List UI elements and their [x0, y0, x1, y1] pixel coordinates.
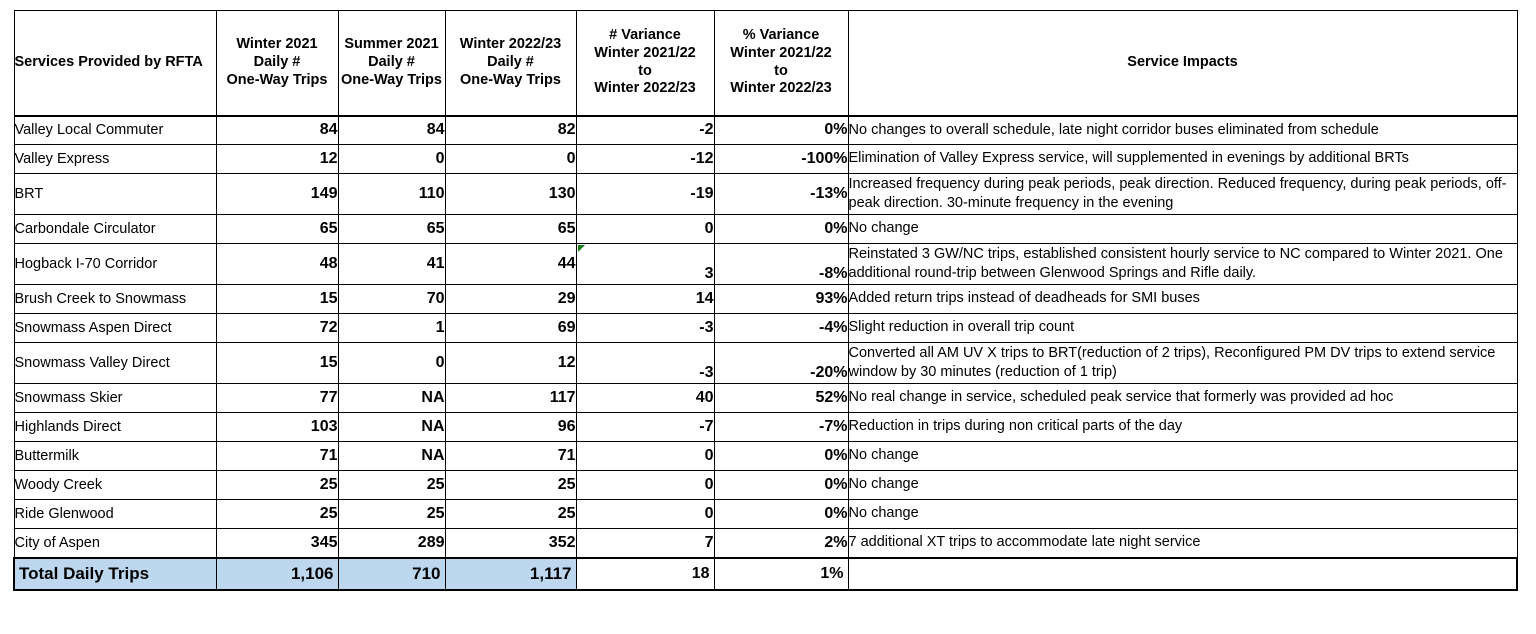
column-header-winter-2022-23 — [445, 11, 576, 116]
cell-summer-2021: 41 — [338, 244, 445, 285]
cell-total-number-variance: 18 — [576, 558, 714, 590]
table-row — [14, 471, 1517, 500]
cell-number-variance: 0 — [576, 215, 714, 244]
table-row — [14, 413, 1517, 442]
column-header-summer-2021-line3: One-Way Trips — [341, 71, 442, 88]
column-header-number-variance-line1: # Variance — [609, 27, 681, 44]
column-header-service-name — [14, 11, 216, 116]
cell-winter-2022-23: 12 — [445, 343, 576, 384]
column-header-percent-variance-line4: Winter 2022/23 — [730, 80, 832, 97]
cell-service-name: Buttermilk — [14, 442, 216, 471]
column-header-winter-2021-line2: Daily # — [253, 53, 301, 70]
column-header-service-impacts-label: Service Impacts — [1127, 53, 1238, 70]
cell-total-percent-variance: 1% — [714, 558, 848, 590]
table-row — [14, 244, 1517, 285]
cell-service-name: Snowmass Aspen Direct — [14, 314, 216, 343]
cell-percent-variance: 0% — [714, 215, 848, 244]
cell-winter-2021: 77 — [216, 384, 338, 413]
cell-service-impacts: 7 additional XT trips to accommodate late night service — [848, 529, 1517, 558]
cell-service-name: Valley Express — [14, 145, 216, 174]
column-header-service-name-label: Services Provided by RFTA — [14, 53, 203, 70]
cell-summer-2021: 110 — [338, 174, 445, 215]
cell-winter-2022-23: 0 — [445, 145, 576, 174]
cell-number-variance: 14 — [576, 285, 714, 314]
cell-summer-2021: 0 — [338, 145, 445, 174]
cell-service-impacts: No change — [848, 500, 1517, 529]
cell-total-winter-2021: 1,106 — [216, 558, 338, 590]
cell-service-name: City of Aspen — [14, 529, 216, 558]
cell-winter-2022-23: 352 — [445, 529, 576, 558]
cell-total-summer-2021: 710 — [338, 558, 445, 590]
cell-percent-variance: -20% — [714, 343, 848, 384]
cell-winter-2021: 84 — [216, 116, 338, 145]
table-row — [14, 500, 1517, 529]
cell-percent-variance: -100% — [714, 145, 848, 174]
column-header-winter-2021 — [216, 11, 338, 116]
cell-number-variance: 40 — [576, 384, 714, 413]
column-header-service-impacts — [848, 11, 1517, 116]
cell-percent-variance: 2% — [714, 529, 848, 558]
cell-service-name: Valley Local Commuter — [14, 116, 216, 145]
cell-number-variance: 7 — [576, 529, 714, 558]
column-header-number-variance — [576, 11, 714, 116]
cell-percent-variance: 93% — [714, 285, 848, 314]
cell-winter-2022-23: 65 — [445, 215, 576, 244]
column-header-percent-variance-line3: to — [774, 62, 788, 79]
column-header-winter-2022-23-line3: One-Way Trips — [460, 71, 561, 88]
cell-winter-2021: 103 — [216, 413, 338, 442]
cell-service-impacts: Elimination of Valley Express service, will supplemented in evenings by additional BRTs — [848, 145, 1517, 174]
column-header-number-variance-line4: Winter 2022/23 — [594, 80, 696, 97]
cell-winter-2021: 25 — [216, 500, 338, 529]
table-row — [14, 215, 1517, 244]
cell-total-label: Total Daily Trips — [14, 558, 216, 590]
cell-winter-2022-23: 25 — [445, 500, 576, 529]
cell-winter-2022-23: 29 — [445, 285, 576, 314]
cell-winter-2022-23: 130 — [445, 174, 576, 215]
cell-summer-2021: 65 — [338, 215, 445, 244]
cell-service-impacts: Reinstated 3 GW/NC trips, established consistent hourly service to NC compared to Winter 2021. One additional round-trip between Glenwood Springs and Rifle daily. — [848, 244, 1517, 285]
cell-number-variance: 0 — [576, 500, 714, 529]
cell-service-impacts: No change — [848, 442, 1517, 471]
table-row — [14, 174, 1517, 215]
column-header-winter-2021-line3: One-Way Trips — [226, 71, 328, 88]
table-row — [14, 529, 1517, 558]
cell-service-name: Ride Glenwood — [14, 500, 216, 529]
cell-service-name: Woody Creek — [14, 471, 216, 500]
cell-percent-variance: -8% — [714, 244, 848, 285]
cell-number-variance: -2 — [576, 116, 714, 145]
cell-service-name: Highlands Direct — [14, 413, 216, 442]
column-header-number-variance-line2: Winter 2021/22 — [594, 45, 696, 62]
cell-summer-2021: NA — [338, 413, 445, 442]
cell-percent-variance: 0% — [714, 442, 848, 471]
cell-number-variance — [576, 244, 714, 285]
cell-winter-2021: 25 — [216, 471, 338, 500]
cell-number-variance-value: 3 — [704, 265, 714, 282]
table-row — [14, 442, 1517, 471]
cell-summer-2021: NA — [338, 442, 445, 471]
cell-summer-2021: 0 — [338, 343, 445, 384]
cell-percent-variance: -13% — [714, 174, 848, 215]
cell-service-name: Brush Creek to Snowmass — [14, 285, 216, 314]
cell-service-impacts: Slight reduction in overall trip count — [848, 314, 1517, 343]
service-changes-table — [13, 10, 1518, 591]
cell-winter-2021: 72 — [216, 314, 338, 343]
cell-percent-variance: 52% — [714, 384, 848, 413]
cell-service-impacts: No changes to overall schedule, late night corridor buses eliminated from schedule — [848, 116, 1517, 145]
column-header-summer-2021 — [338, 11, 445, 116]
cell-service-impacts: No change — [848, 471, 1517, 500]
cell-total-winter-2022-23: 1,117 — [445, 558, 576, 590]
cell-service-name: Snowmass Skier — [14, 384, 216, 413]
column-header-percent-variance — [714, 11, 848, 116]
table-row — [14, 384, 1517, 413]
cell-total-service-impacts — [848, 558, 1517, 590]
table-row — [14, 285, 1517, 314]
cell-summer-2021: 1 — [338, 314, 445, 343]
column-header-summer-2021-line2: Daily # — [368, 53, 415, 70]
column-header-winter-2021-line1: Winter 2021 — [236, 36, 318, 53]
table-row — [14, 343, 1517, 384]
cell-number-variance: -3 — [576, 314, 714, 343]
cell-winter-2021: 71 — [216, 442, 338, 471]
column-header-percent-variance-line1: % Variance — [742, 27, 820, 44]
cell-service-impacts: Added return trips instead of deadheads for SMI buses — [848, 285, 1517, 314]
cell-service-name: Carbondale Circulator — [14, 215, 216, 244]
cell-number-variance: 0 — [576, 471, 714, 500]
cell-winter-2021: 15 — [216, 285, 338, 314]
cell-percent-variance: -4% — [714, 314, 848, 343]
cell-percent-variance: 0% — [714, 471, 848, 500]
cell-service-name: Snowmass Valley Direct — [14, 343, 216, 384]
cell-summer-2021: 70 — [338, 285, 445, 314]
green-triangle-flag-icon — [578, 245, 585, 252]
table-row — [14, 116, 1517, 145]
cell-service-impacts: Increased frequency during peak periods, peak direction. Reduced frequency, during peak periods, off-peak direction. 30-minute frequency in the evening — [848, 174, 1517, 215]
cell-percent-variance: 0% — [714, 116, 848, 145]
table-row — [14, 145, 1517, 174]
cell-service-impacts: Converted all AM UV X trips to BRT(reduction of 2 trips), Reconfigured PM DV trips to extend service window by 30 minutes (reduction of 1 trip) — [848, 343, 1517, 384]
cell-winter-2022-23: 69 — [445, 314, 576, 343]
cell-winter-2022-23: 44 — [445, 244, 576, 285]
column-header-winter-2022-23-line2: Daily # — [487, 53, 534, 70]
cell-winter-2021: 15 — [216, 343, 338, 384]
cell-summer-2021: 25 — [338, 471, 445, 500]
column-header-winter-2022-23-line1: Winter 2022/23 — [459, 36, 562, 53]
cell-number-variance: -19 — [576, 174, 714, 215]
cell-winter-2022-23: 82 — [445, 116, 576, 145]
table-total-row — [14, 558, 1517, 590]
cell-percent-variance: 0% — [714, 500, 848, 529]
cell-number-variance: -3 — [576, 343, 714, 384]
cell-winter-2022-23: 96 — [445, 413, 576, 442]
cell-service-impacts: Reduction in trips during non critical parts of the day — [848, 413, 1517, 442]
table-header-row — [14, 11, 1517, 116]
cell-percent-variance: -7% — [714, 413, 848, 442]
cell-service-name: Hogback I-70 Corridor — [14, 244, 216, 285]
cell-winter-2022-23: 117 — [445, 384, 576, 413]
cell-winter-2021: 149 — [216, 174, 338, 215]
cell-winter-2022-23: 25 — [445, 471, 576, 500]
cell-number-variance: 0 — [576, 442, 714, 471]
cell-winter-2021: 345 — [216, 529, 338, 558]
column-header-percent-variance-line2: Winter 2021/22 — [730, 45, 832, 62]
cell-number-variance: -12 — [576, 145, 714, 174]
column-header-summer-2021-line1: Summer 2021 — [344, 36, 439, 53]
cell-summer-2021: NA — [338, 384, 445, 413]
cell-summer-2021: 25 — [338, 500, 445, 529]
cell-service-impacts: No change — [848, 215, 1517, 244]
cell-number-variance: -7 — [576, 413, 714, 442]
cell-winter-2022-23: 71 — [445, 442, 576, 471]
cell-winter-2021: 12 — [216, 145, 338, 174]
cell-summer-2021: 84 — [338, 116, 445, 145]
cell-winter-2021: 48 — [216, 244, 338, 285]
cell-service-impacts: No real change in service, scheduled peak service that formerly was provided ad hoc — [848, 384, 1517, 413]
cell-winter-2021: 65 — [216, 215, 338, 244]
cell-summer-2021: 289 — [338, 529, 445, 558]
column-header-number-variance-line3: to — [638, 62, 652, 79]
table-row — [14, 314, 1517, 343]
cell-service-name: BRT — [14, 174, 216, 215]
